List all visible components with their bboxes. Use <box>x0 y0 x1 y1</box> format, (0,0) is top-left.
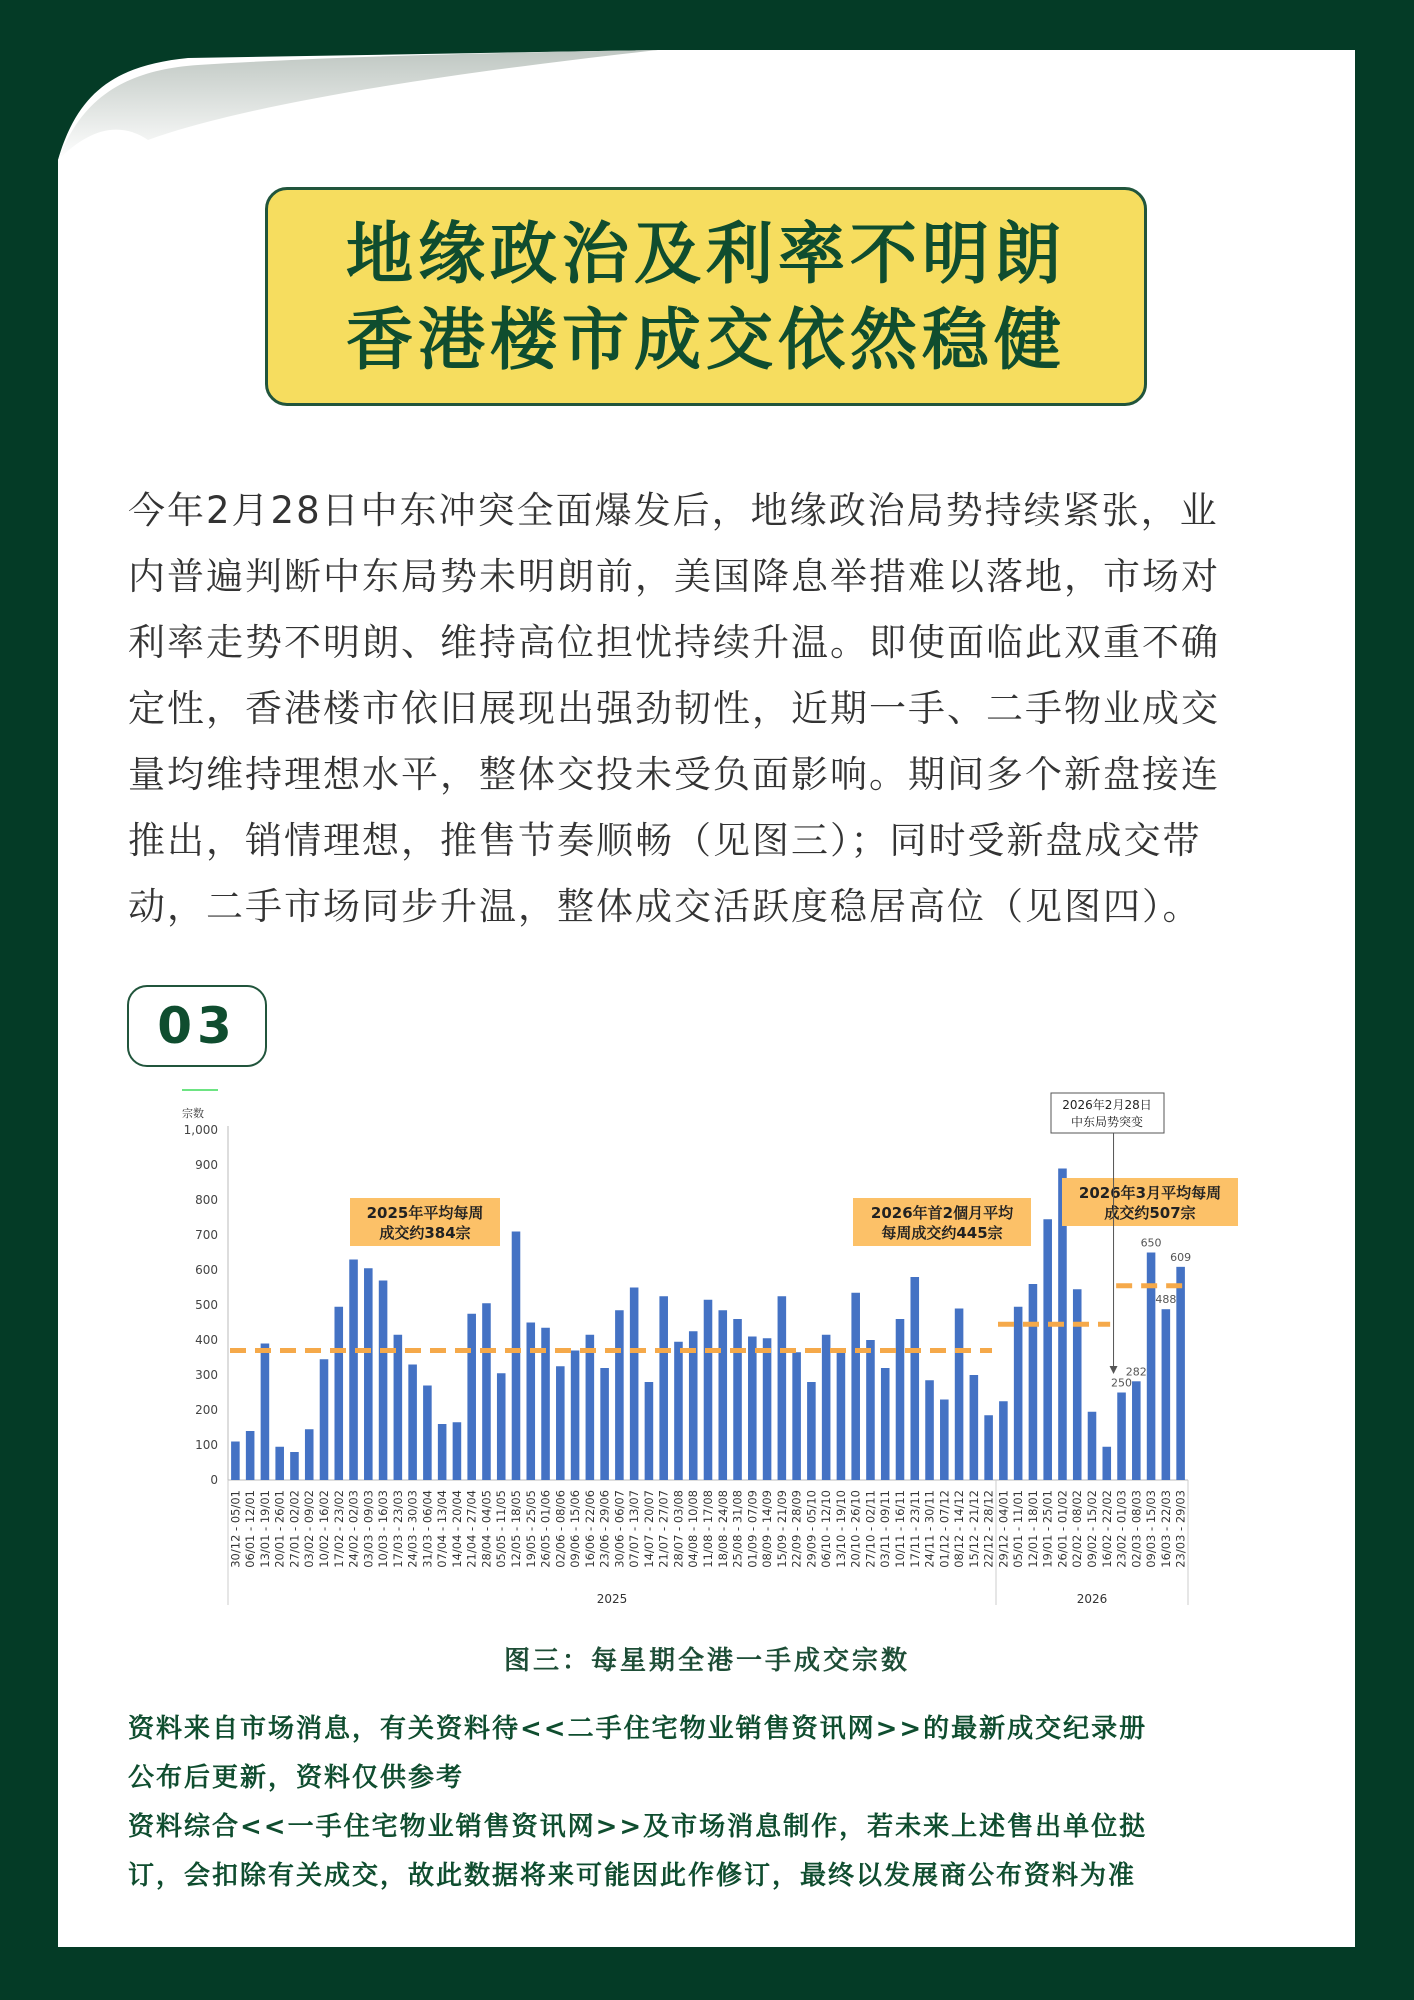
bar <box>718 1310 727 1480</box>
y-tick-label: 1,000 <box>183 1123 218 1137</box>
x-tick-label: 30/06 - 06/07 <box>612 1490 627 1568</box>
x-tick-label: 24/11 - 30/11 <box>922 1490 937 1568</box>
bar <box>910 1277 919 1480</box>
average-annotation-text: 每周成交约445宗 <box>881 1224 1003 1242</box>
average-annotation-text: 2026年3月平均每周 <box>1078 1184 1222 1202</box>
x-tick-label: 21/04 - 27/04 <box>464 1490 479 1568</box>
bar <box>379 1281 388 1481</box>
bar <box>1029 1284 1038 1480</box>
bar <box>1073 1289 1082 1480</box>
bar <box>512 1232 521 1481</box>
note-line: 资料来自市场消息，有关资料待<<二手住宅物业销售资讯网>>的最新成交纪录册 <box>128 1714 1148 1744</box>
bar <box>1162 1309 1171 1480</box>
body-line: 利率走势不明朗、维持高位担忧持续升温。即使面临此双重不确 <box>128 621 1220 664</box>
x-tick-label: 11/08 - 17/08 <box>701 1490 715 1568</box>
y-tick-label: 400 <box>195 1333 218 1347</box>
bar <box>1088 1412 1097 1480</box>
headline-line-1: 地缘政治及利率不明朗 <box>346 214 1066 293</box>
data-label: 250 <box>1111 1376 1133 1390</box>
bar <box>704 1300 713 1480</box>
bar <box>984 1415 993 1480</box>
x-tick-label: 04/08 - 10/08 <box>686 1490 701 1568</box>
bar <box>586 1335 595 1480</box>
bar <box>778 1296 787 1480</box>
x-tick-label: 03/02 - 09/02 <box>302 1490 317 1568</box>
x-tick-label: 12/01 - 18/01 <box>1025 1490 1040 1568</box>
x-tick-label: 01/12 - 07/12 <box>937 1490 952 1568</box>
bar <box>733 1319 742 1480</box>
bar <box>999 1401 1008 1480</box>
x-tick-label: 17/02 - 23/02 <box>331 1490 346 1568</box>
figure-caption: 图三：每星期全港一手成交宗数 <box>503 1646 910 1676</box>
x-tick-label: 26/05 - 01/06 <box>538 1490 553 1568</box>
x-tick-label: 24/02 - 02/03 <box>346 1490 361 1568</box>
x-tick-label: 22/12 - 28/12 <box>981 1490 996 1568</box>
bar <box>851 1293 860 1480</box>
x-tick-label: 07/04 - 13/04 <box>435 1490 450 1568</box>
bar <box>659 1296 668 1480</box>
average-annotation-text: 成交约384宗 <box>379 1224 471 1242</box>
headline-box <box>265 187 1147 406</box>
x-tick-label: 23/02 - 01/03 <box>1114 1490 1129 1568</box>
data-label: 282 <box>1125 1365 1147 1379</box>
bar <box>246 1431 255 1480</box>
bar <box>792 1352 801 1480</box>
x-tick-label: 15/12 - 21/12 <box>966 1490 981 1568</box>
bar <box>822 1335 831 1480</box>
bar <box>497 1373 506 1480</box>
x-tick-label: 13/10 - 19/10 <box>833 1490 848 1568</box>
x-tick-label: 23/03 - 29/03 <box>1173 1490 1188 1568</box>
weekly-transactions-chart <box>160 1085 1260 1615</box>
x-tick-label: 02/06 - 08/06 <box>553 1490 568 1568</box>
data-label: 488 <box>1155 1293 1177 1307</box>
bar <box>231 1442 240 1481</box>
year-group-label: 2025 <box>596 1592 628 1606</box>
note-line: 订，会扣除有关成交，故此数据将来可能因此作修订，最终以发展商公布资料为准 <box>128 1861 1137 1891</box>
x-tick-label: 27/10 - 02/11 <box>863 1490 878 1568</box>
y-tick-label: 900 <box>195 1158 218 1172</box>
bar <box>645 1382 654 1480</box>
bar <box>526 1323 535 1481</box>
bar <box>394 1335 403 1480</box>
x-tick-label: 22/09 - 28/09 <box>789 1490 804 1568</box>
bar <box>349 1260 358 1481</box>
x-tick-label: 10/11 - 16/11 <box>893 1490 907 1568</box>
x-tick-label: 08/09 - 14/09 <box>760 1490 775 1568</box>
bar <box>1014 1307 1023 1480</box>
event-annotation-text: 中东局势突变 <box>1070 1115 1144 1129</box>
bar <box>689 1331 698 1480</box>
data-label: 650 <box>1140 1236 1162 1250</box>
year-group-label: 2026 <box>1076 1592 1108 1606</box>
x-tick-label: 31/03 - 06/04 <box>420 1490 435 1568</box>
x-tick-label: 24/03 - 30/03 <box>405 1490 420 1568</box>
bar <box>467 1314 476 1480</box>
x-tick-label: 14/04 - 20/04 <box>449 1490 464 1568</box>
bar <box>970 1375 979 1480</box>
y-tick-label: 600 <box>195 1263 218 1277</box>
bar <box>408 1365 417 1481</box>
bar <box>615 1310 624 1480</box>
y-tick-label: 800 <box>195 1193 218 1207</box>
x-tick-label: 10/02 - 16/02 <box>317 1490 331 1568</box>
x-tick-label: 21/07 - 27/07 <box>656 1490 671 1568</box>
bar <box>896 1319 905 1480</box>
y-tick-label: 700 <box>195 1228 218 1242</box>
y-tick-label: 500 <box>195 1298 218 1312</box>
bar <box>334 1307 343 1480</box>
x-tick-label: 25/08 - 31/08 <box>730 1490 745 1568</box>
x-tick-label: 09/06 - 15/06 <box>568 1490 583 1568</box>
y-tick-label: 300 <box>195 1368 218 1382</box>
x-tick-label: 14/07 - 20/07 <box>641 1490 656 1568</box>
x-tick-label: 19/01 - 25/01 <box>1040 1490 1055 1568</box>
average-annotation-text: 2026年首2個月平均 <box>870 1204 1014 1222</box>
x-tick-label: 19/05 - 25/05 <box>523 1490 538 1568</box>
x-tick-label: 06/01 - 12/01 <box>243 1490 258 1568</box>
y-axis-label: 宗数 <box>182 1107 204 1120</box>
x-tick-label: 23/06 - 29/06 <box>597 1490 612 1568</box>
x-tick-label: 12/05 - 18/05 <box>509 1490 523 1568</box>
bar <box>305 1429 314 1480</box>
body-line: 量均维持理想水平，整体交投未受负面影响。期间多个新盘接连 <box>128 753 1220 796</box>
x-tick-label: 08/12 - 14/12 <box>952 1490 967 1568</box>
bar <box>748 1337 757 1481</box>
x-tick-label: 03/11 - 09/11 <box>878 1490 893 1568</box>
bar <box>275 1447 284 1480</box>
body-paragraph <box>128 478 1288 940</box>
y-tick-label: 200 <box>195 1403 218 1417</box>
x-tick-label: 06/10 - 12/10 <box>819 1490 834 1568</box>
bar <box>1043 1219 1052 1480</box>
bar <box>261 1344 270 1481</box>
average-annotation-text: 成交约507宗 <box>1104 1204 1196 1222</box>
bar <box>1117 1393 1126 1481</box>
bar <box>940 1400 949 1481</box>
x-tick-label: 15/09 - 21/09 <box>774 1490 789 1568</box>
bar <box>556 1366 565 1480</box>
bar <box>364 1268 373 1480</box>
average-annotation-text: 2025年平均每周 <box>366 1204 484 1222</box>
note-line: 资料综合<<一手住宅物业销售资讯网>>及市场消息制作，若未来上述售出单位挞 <box>128 1812 1148 1842</box>
bar <box>881 1368 890 1480</box>
x-tick-label: 05/01 - 11/01 <box>1011 1490 1026 1568</box>
bar <box>1176 1267 1185 1480</box>
bar <box>320 1359 329 1480</box>
x-tick-label: 30/12 - 05/01 <box>228 1490 243 1568</box>
bar <box>1132 1381 1141 1480</box>
bar <box>438 1424 447 1480</box>
x-tick-label: 28/04 - 04/05 <box>479 1490 494 1568</box>
bar <box>925 1380 934 1480</box>
bar <box>866 1340 875 1480</box>
y-tick-label: 100 <box>195 1438 218 1452</box>
x-tick-label: 02/03 - 08/03 <box>1129 1490 1144 1568</box>
x-tick-label: 10/03 - 16/03 <box>376 1490 391 1568</box>
bar <box>453 1422 462 1480</box>
x-tick-label: 09/03 - 15/03 <box>1144 1490 1159 1568</box>
x-tick-label: 16/06 - 22/06 <box>582 1490 597 1568</box>
x-tick-label: 17/03 - 23/03 <box>390 1490 405 1568</box>
headline-line-2: 香港楼市成交依然稳健 <box>346 300 1066 379</box>
bar <box>600 1368 609 1480</box>
bar <box>807 1382 816 1480</box>
note-line: 公布后更新，资料仅供参考 <box>128 1763 465 1793</box>
bar <box>571 1351 580 1481</box>
x-tick-label: 20/01 - 26/01 <box>272 1490 287 1568</box>
x-tick-label: 26/01 - 01/02 <box>1055 1490 1070 1568</box>
page-curl-decoration <box>58 50 1355 170</box>
x-tick-label: 18/08 - 24/08 <box>715 1490 730 1568</box>
bar <box>630 1288 639 1481</box>
x-tick-label: 28/07 - 03/08 <box>671 1490 686 1568</box>
x-tick-label: 16/02 - 22/02 <box>1099 1490 1114 1568</box>
bar <box>423 1386 432 1481</box>
x-tick-label: 05/05 - 11/05 <box>494 1490 509 1568</box>
event-annotation-text: 2026年2月28日 <box>1062 1098 1152 1112</box>
bar <box>290 1452 299 1480</box>
x-tick-label: 07/07 - 13/07 <box>627 1490 642 1568</box>
x-tick-label: 29/12 - 04/01 <box>996 1490 1011 1568</box>
body-line: 内普遍判断中东局势未明朗前，美国降息举措难以落地，市场对 <box>128 555 1220 598</box>
body-line: 定性，香港楼市依旧展现出强劲韧性，近期一手、二手物业成交 <box>128 687 1220 730</box>
body-line: 动，二手市场同步升温，整体成交活跃度稳居高位（见图四）。 <box>128 885 1202 928</box>
x-tick-label: 27/01 - 02/02 <box>287 1490 302 1568</box>
bar <box>1102 1447 1111 1480</box>
body-line: 今年2月28日中东冲突全面爆发后，地缘政治局势持续紧张，业 <box>128 489 1219 532</box>
x-tick-label: 29/09 - 05/10 <box>804 1490 819 1568</box>
x-tick-label: 03/03 - 09/03 <box>361 1490 376 1568</box>
x-tick-label: 16/03 - 22/03 <box>1158 1490 1173 1568</box>
bar <box>955 1309 964 1481</box>
body-line: 推出，销情理想，推售节奏顺畅（见图三）；同时受新盘成交带 <box>128 819 1202 862</box>
bar <box>674 1342 683 1480</box>
event-pointer-arrow <box>1110 1366 1118 1374</box>
y-tick-label: 0 <box>210 1473 218 1487</box>
x-tick-label: 01/09 - 07/09 <box>745 1490 760 1568</box>
x-tick-label: 02/02 - 08/02 <box>1070 1490 1085 1568</box>
x-tick-label: 09/02 - 15/02 <box>1085 1490 1099 1568</box>
figure-number-badge: 03 <box>127 985 267 1067</box>
x-tick-label: 13/01 - 19/01 <box>257 1490 272 1568</box>
bar <box>482 1303 491 1480</box>
source-notes <box>128 1705 1298 1901</box>
bar <box>763 1338 772 1480</box>
x-tick-label: 20/10 - 26/10 <box>848 1490 863 1568</box>
bar <box>837 1352 846 1480</box>
x-tick-label: 17/11 - 23/11 <box>907 1490 922 1568</box>
data-label: 609 <box>1170 1250 1192 1264</box>
